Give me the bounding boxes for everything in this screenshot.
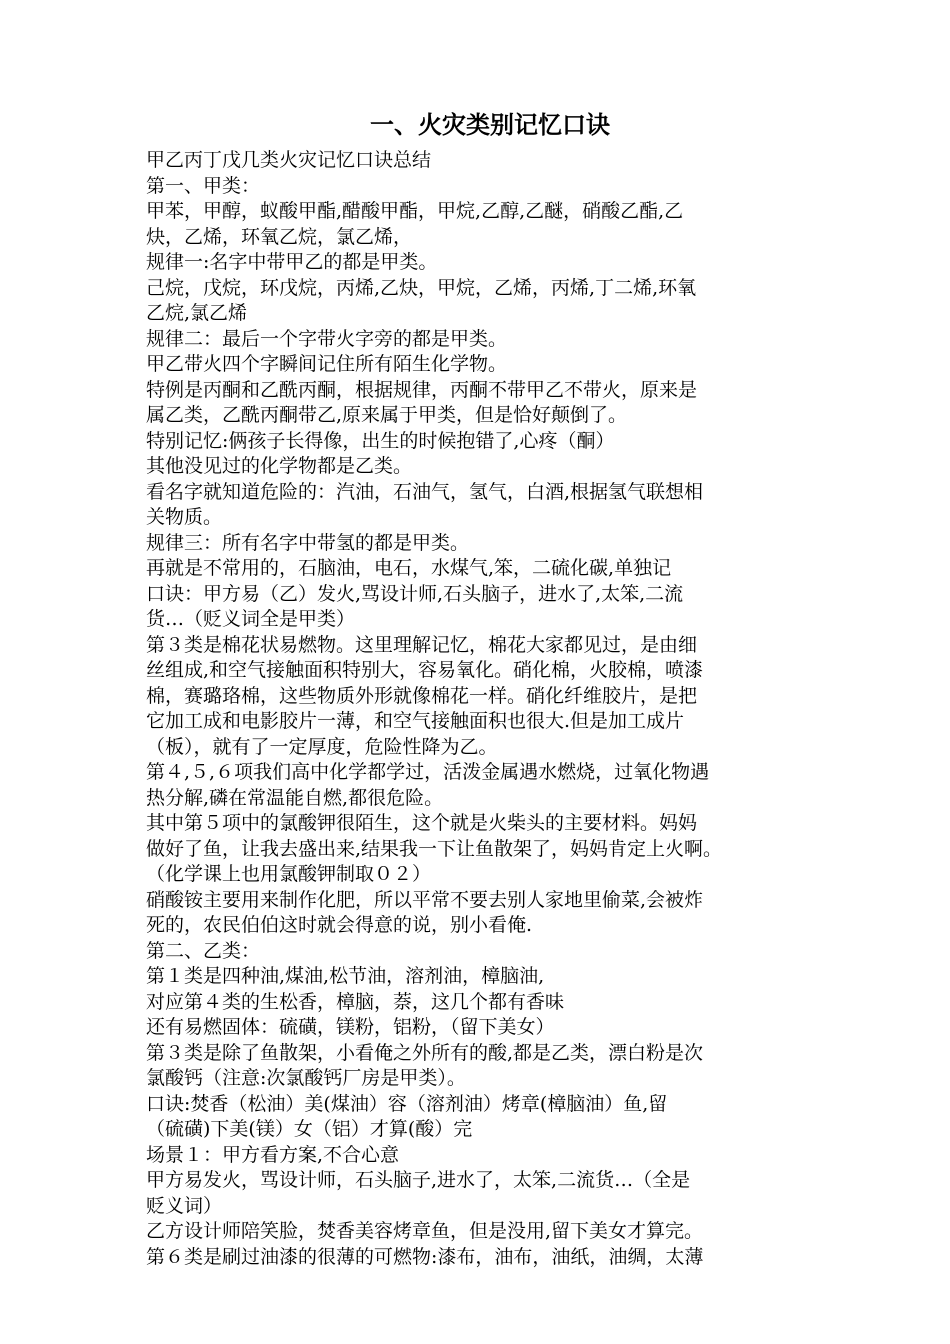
text-line: 第二、乙类： — [146, 939, 261, 962]
text-line: 第６类是刷过油漆的很薄的可燃物:漆布，油布，油纸，油绸，太薄 — [146, 1245, 704, 1268]
text-line: 还有易燃固体：硫磺，镁粉，铝粉，（留下美女） — [146, 1016, 555, 1038]
text-line: 甲方易发火，骂设计师，石头脑子,进水了，太笨,二流货…（全是 — [146, 1169, 691, 1191]
text-line: 贬义词） — [146, 1194, 223, 1217]
text-line: 特别记忆:俩孩子长得像，出生的时候抱错了,心疼（酮） — [146, 429, 615, 452]
text-line: 其他没见过的化学物都是乙类。 — [146, 455, 413, 477]
text-line: 做好了鱼，让我去盛出来,结果我一下让鱼散架了，妈妈肯定上火啊。 — [146, 837, 723, 860]
text-line: （化学课上也用氯酸钾制取０２） — [146, 863, 432, 885]
page-title: 一、火灾类别记忆口诀 — [370, 110, 610, 139]
text-line: 棉，赛璐珞棉，这些物质外形就像棉花一样。硝化纤维胶片，是把 — [146, 684, 698, 707]
text-line: （硫磺)下美(镁）女（铝）才算(酸）完 — [146, 1118, 473, 1140]
text-line: 其中第５项中的氯酸钾很陌生，这个就是火柴头的主要材料。妈妈 — [146, 812, 698, 834]
text-line: 乙烷,氯乙烯 — [146, 302, 248, 324]
text-line: 口诀:焚香（松油）美(煤油）容（溶剂油）烤章(樟脑油）鱼,留 — [146, 1092, 668, 1115]
text-line: 硝酸铵主要用来制作化肥，所以平常不要去别人家地里偷菜,会被炸 — [146, 888, 704, 911]
text-line: 第１类是四种油,煤油,松节油，溶剂油，樟脑油, — [146, 965, 545, 987]
text-line: 对应第４类的生松香，樟脑，萘，这几个都有香味 — [146, 990, 565, 1013]
body-text — [146, 148, 826, 1270]
text-line: 己烷，戊烷，环戊烷，丙烯,乙炔，甲烷，乙烯，丙烯,丁二烯,环氧 — [146, 276, 697, 299]
text-line: 第一、甲类： — [146, 174, 261, 197]
text-line: 看名字就知道危险的：汽油，石油气，氢气，白酒,根据氢气联想相 — [146, 480, 704, 503]
text-line: 属乙类，乙酰丙酮带乙,原来属于甲类，但是恰好颠倒了。 — [146, 404, 628, 426]
text-line: 甲苯，甲醇，蚁酸甲酯,醋酸甲酯，甲烷,乙醇,乙醚，硝酸乙酯,乙 — [146, 200, 684, 222]
text-line: （板），就有了一定厚度，危险性降为乙。 — [146, 735, 498, 758]
text-line: 氯酸钙（注意:次氯酸钙厂房是甲类）。 — [146, 1067, 466, 1089]
text-line: 热分解,磷在常温能自燃,都很危险。 — [146, 786, 444, 809]
text-line: 乙方设计师陪笑脸，焚香美容烤章鱼，但是没用,留下美女才算完。 — [146, 1220, 704, 1242]
text-line: 再就是不常用的，石脑油，电石，水煤气,笨，二硫化碳,单独记 — [146, 557, 672, 579]
text-line: 死的，农民伯伯这时就会得意的说，别小看俺. — [146, 914, 533, 936]
text-line: 货…（贬义词全是甲类） — [146, 608, 356, 630]
text-line: 规律二：最后一个字带火字旁的都是甲类。 — [146, 327, 508, 350]
text-line: 炔，乙烯，环氧乙烷，氯乙烯， — [146, 225, 413, 248]
text-line: 第３类是除了鱼散架，小看俺之外所有的酸,都是乙类，漂白粉是次 — [146, 1041, 704, 1064]
text-line: 丝组成,和空气接触面积特别大，容易氧化。硝化棉，火胶棉，喷漆 — [146, 659, 704, 681]
text-line: 规律三：所有名字中带氢的都是甲类。 — [146, 531, 470, 554]
text-line: 第４,５,６项我们高中化学都学过，活泼金属遇水燃烧，过氧化物遇 — [146, 761, 710, 783]
text-line: 第３类是棉花状易燃物。这里理解记忆，棉花大家都见过，是由细 — [146, 633, 698, 656]
text-line: 场景１：甲方看方案,不合心意 — [146, 1143, 400, 1166]
text-line: 规律一:名字中带甲乙的都是甲类。 — [146, 251, 438, 273]
text-line: 甲乙带火四个字瞬间记住所有陌生化学物。 — [146, 353, 508, 375]
text-line: 甲乙丙丁戊几类火灾记忆口诀总结 — [146, 149, 432, 171]
text-line: 它加工成和电影胶片一薄，和空气接触面积也很大.但是加工成片 — [146, 710, 685, 732]
text-line: 关物质。 — [146, 506, 223, 528]
text-line: 口诀：甲方易（乙）发火,骂设计师,石头脑子，进水了,太笨,二流 — [146, 582, 684, 605]
text-line: 特例是丙酮和乙酰丙酮，根据规律，丙酮不带甲乙不带火，原来是 — [146, 378, 698, 401]
